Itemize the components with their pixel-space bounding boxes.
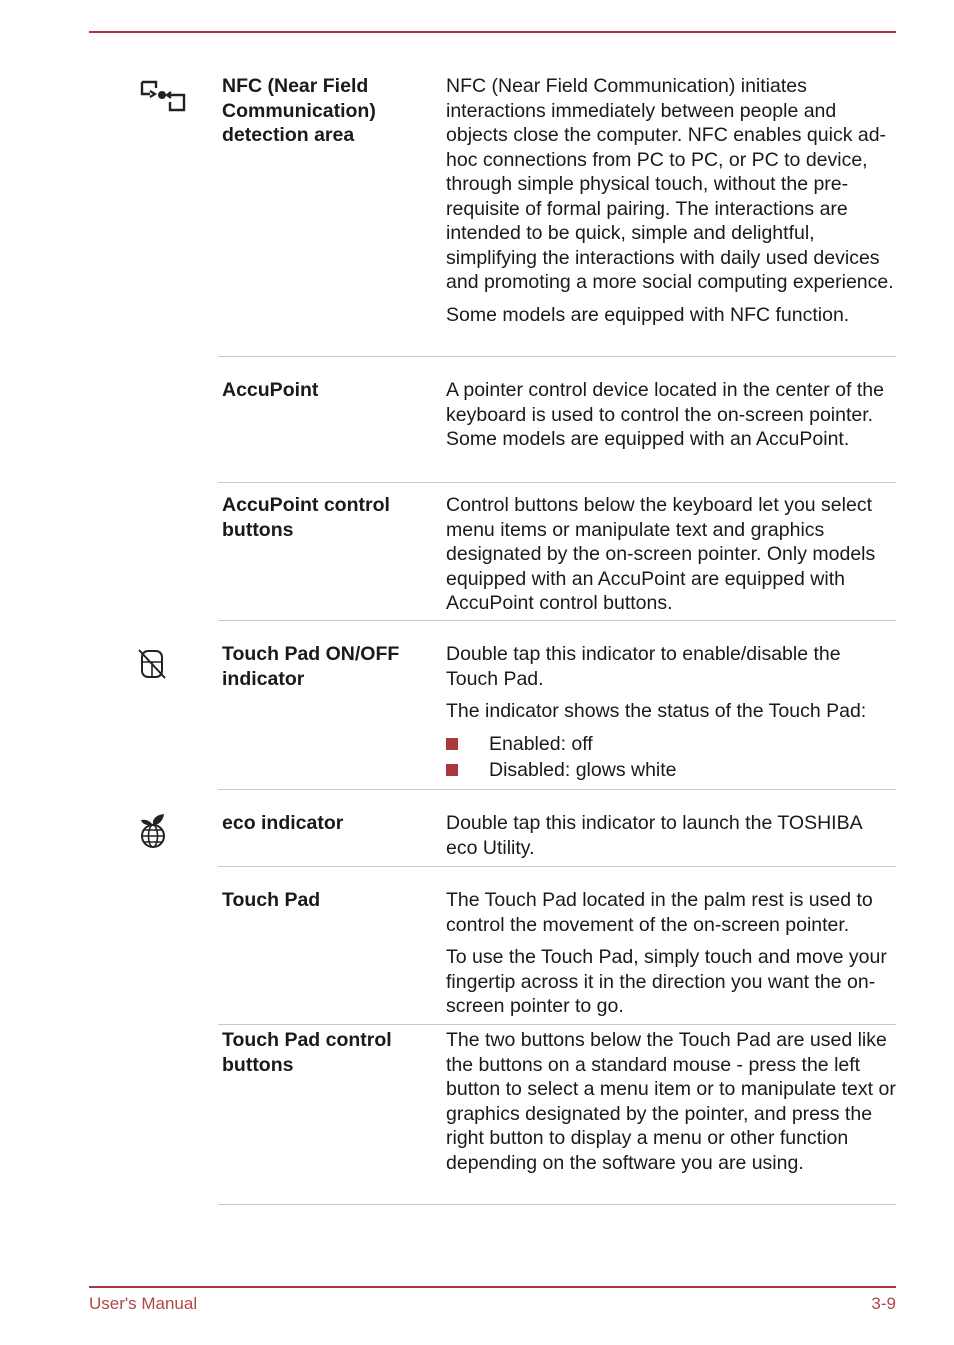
term-nfc: NFC (Near Field Communication) detection area (222, 75, 376, 146)
term-touchpad-indicator: Touch Pad ON/OFF indicator (222, 643, 400, 690)
eco-icon (138, 813, 186, 853)
desc-paragraph: NFC (Near Field Communication) initiates interactions immediately between people and objects close the computer. NFC enables quick ad-hoc connections from PC to PC, or PC to device, through simple physical touch, without the pre-requisite of formal pairing. The interactions are intended to be quick, simple and delightful, simplifying the interactions with daily used devices and promoting a more social computing experience. (446, 75, 894, 293)
header-rule (89, 31, 896, 33)
term-eco: eco indicator (222, 812, 344, 834)
desc-paragraph: The Touch Pad located in the palm rest is used to control the movement of the on-screen pointer. (446, 889, 873, 936)
bullet-square-icon (446, 764, 458, 776)
touchpad-off-icon (138, 648, 186, 688)
desc-accupoint-buttons (446, 493, 896, 624)
desc-touchpad-indicator (446, 642, 896, 785)
list-item-text: Disabled: glows white (489, 759, 677, 781)
row-divider (218, 620, 896, 621)
term-accupoint: AccuPoint (222, 379, 319, 401)
nfc-icon (138, 78, 186, 118)
footer-rule (89, 1286, 896, 1288)
row-divider (218, 482, 896, 483)
row-divider (218, 356, 896, 357)
desc-paragraph: Double tap this indicator to launch the TOSHIBA eco Utility. (446, 812, 862, 859)
list-item-text: Enabled: off (489, 732, 593, 755)
row-divider (218, 866, 896, 867)
desc-paragraph: Control buttons below the keyboard let you select menu items or manipulate text and graphics designated by the on-screen pointer. Only models equipped with an AccuPoint are equipped with AccuPoint control buttons. (446, 494, 876, 614)
desc-touchpad (446, 888, 896, 1027)
row-divider (218, 789, 896, 790)
desc-paragraph: The indicator shows the status of the Touch Pad: (446, 700, 867, 722)
desc-touchpad-buttons (446, 1028, 896, 1183)
desc-paragraph: The two buttons below the Touch Pad are used like the buttons on a standard mouse - press the left button to select a menu item or to manipulate text or graphics designated by the pointer, and press the right button to display a menu or other function depending on the software you are using. (446, 1029, 896, 1174)
desc-paragraph: To use the Touch Pad, simply touch and move your fingertip across it in the direction you want the on-screen pointer to go. (446, 946, 887, 1017)
term-touchpad-buttons: Touch Pad control buttons (222, 1029, 392, 1076)
desc-paragraph: Double tap this indicator to enable/disable the Touch Pad. (446, 643, 841, 690)
desc-paragraph: A pointer control device located in the center of the keyboard is used to control the on-screen pointer. Some models are equipped with an AccuPoint. (446, 379, 884, 450)
list-item (446, 758, 896, 783)
term-accupoint-buttons: AccuPoint control buttons (222, 494, 390, 541)
list-item (446, 732, 896, 757)
bullet-square-icon (446, 738, 458, 750)
row-divider (218, 1204, 896, 1205)
desc-accupoint (446, 378, 896, 460)
desc-eco (446, 811, 896, 868)
status-list (446, 732, 896, 783)
desc-paragraph: Some models are equipped with NFC function. (446, 303, 850, 326)
page-number: 3-9 (871, 1294, 896, 1313)
term-touchpad: Touch Pad (222, 889, 321, 911)
footer-title: User's Manual (89, 1294, 198, 1313)
desc-nfc (446, 74, 896, 335)
row-divider (218, 1024, 896, 1025)
